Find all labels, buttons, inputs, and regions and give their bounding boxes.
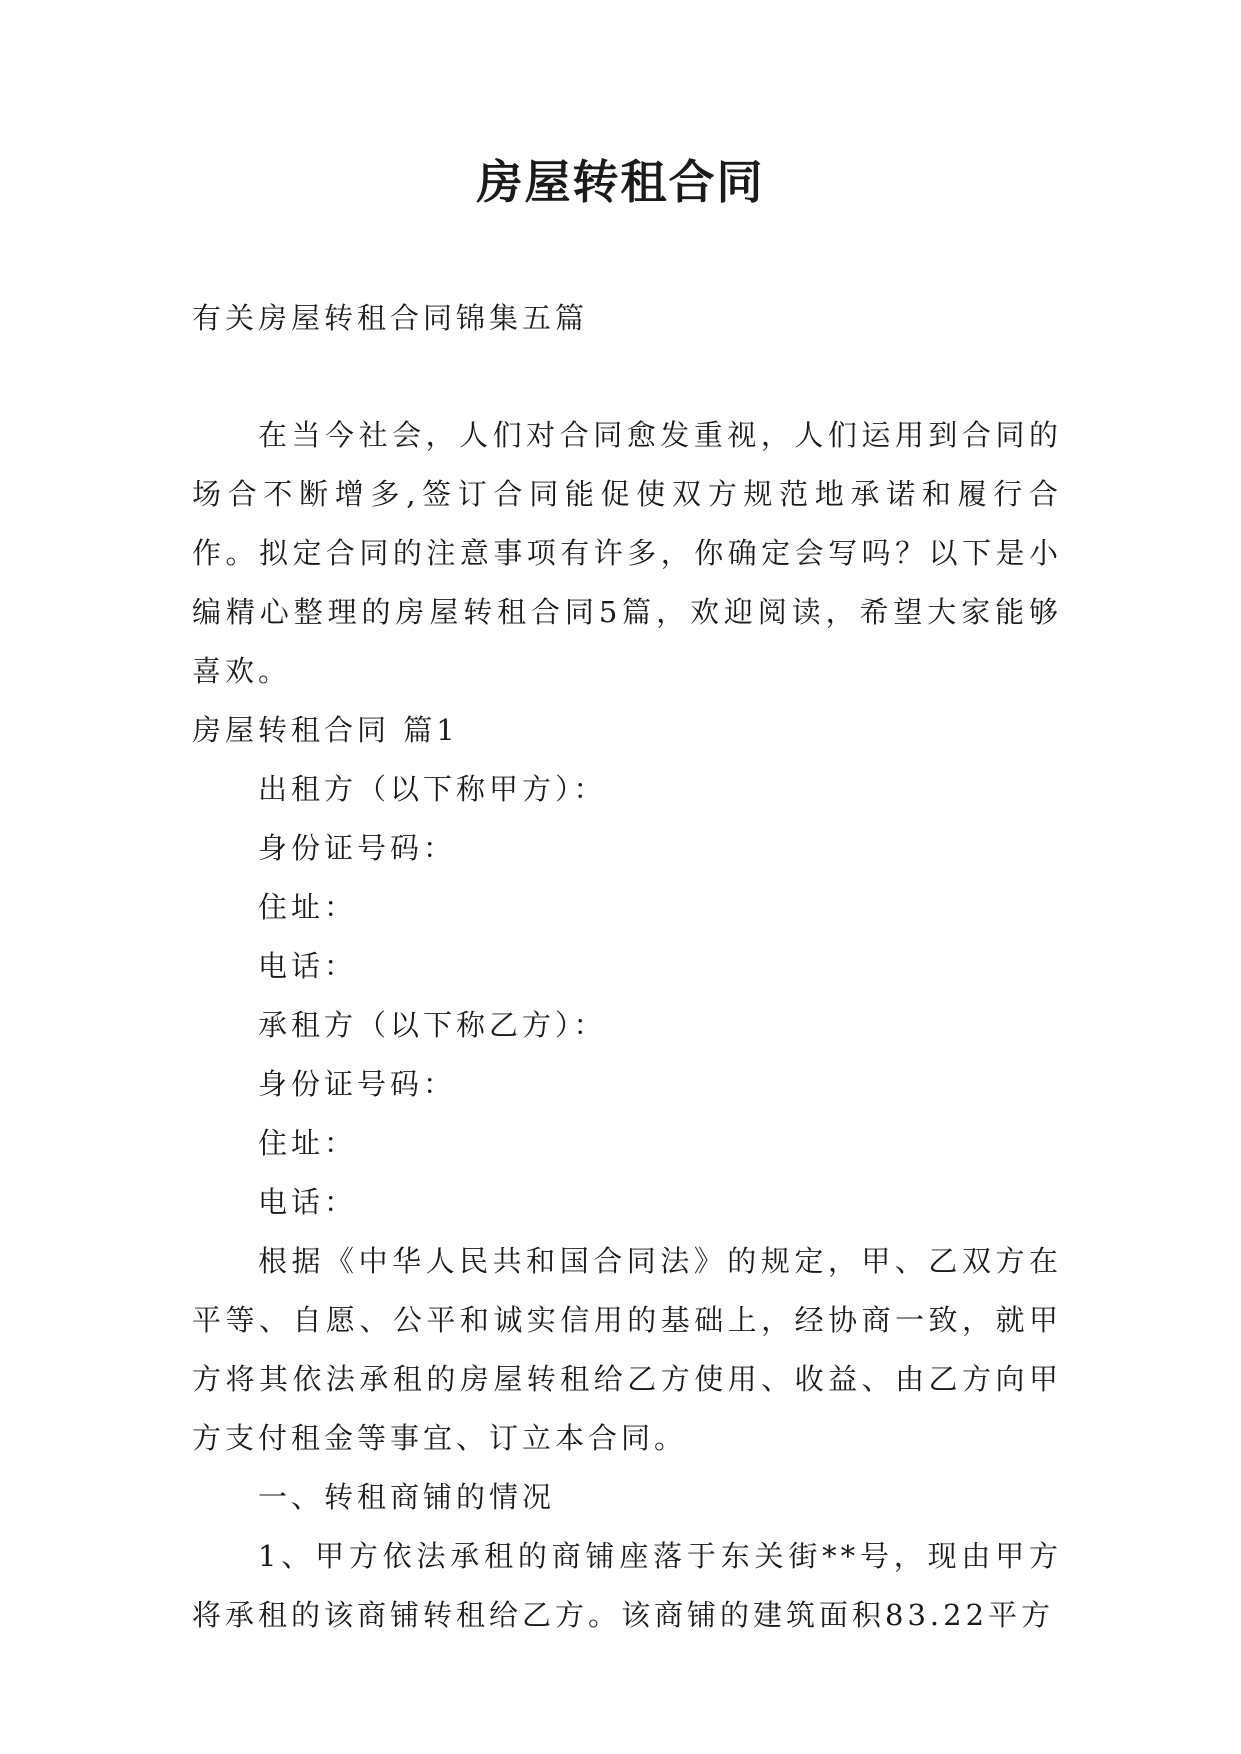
legal-basis-paragraph: 根据《中华人民共和国合同法》的规定，甲、乙双方在平等、自愿、公平和诚实信用的基础上，经协商一致，就甲方将其依法承租的房屋转租给乙方使用、收益、由乙方向甲方支付租金等事宜、订立本合同。 [192, 1244, 1062, 1455]
field-lessor-address: 住址： [258, 890, 358, 924]
intro-paragraph: 在当今社会，人们对合同愈发重视，人们运用到合同的场合不断增多,签订合同能促使双方规范地承诺和履行合作。拟定合同的注意事项有许多，你确定会写吗？以下是小编精心整理的房屋转租合同5篇，欢迎阅读，希望大家能够喜欢。 [192, 418, 1062, 688]
clause-1-paragraph: 1、甲方依法承租的商铺座落于东关街**号，现由甲方将承租的该商铺转租给乙方。该商铺的建筑面积83.22平方 [192, 1539, 1062, 1632]
field-lessee-phone: 电话： [258, 1185, 358, 1219]
section-heading: 房屋转租合同 篇1 [192, 713, 459, 747]
field-lessor: 出租方（以下称甲方）： [258, 772, 607, 806]
field-lessee: 承租方（以下称乙方）： [258, 1008, 607, 1042]
field-lessor-phone: 电话： [258, 949, 358, 983]
field-lessee-address: 住址： [258, 1126, 358, 1160]
field-lessee-id: 身份证号码： [258, 1067, 457, 1101]
document-title: 房屋转租合同 [476, 155, 765, 209]
clause-heading: 一、转租商铺的情况 [258, 1480, 556, 1514]
field-lessor-id: 身份证号码： [258, 831, 457, 865]
document-body [192, 289, 1062, 1645]
document-subtitle: 有关房屋转租合同锦集五篇 [192, 301, 589, 335]
